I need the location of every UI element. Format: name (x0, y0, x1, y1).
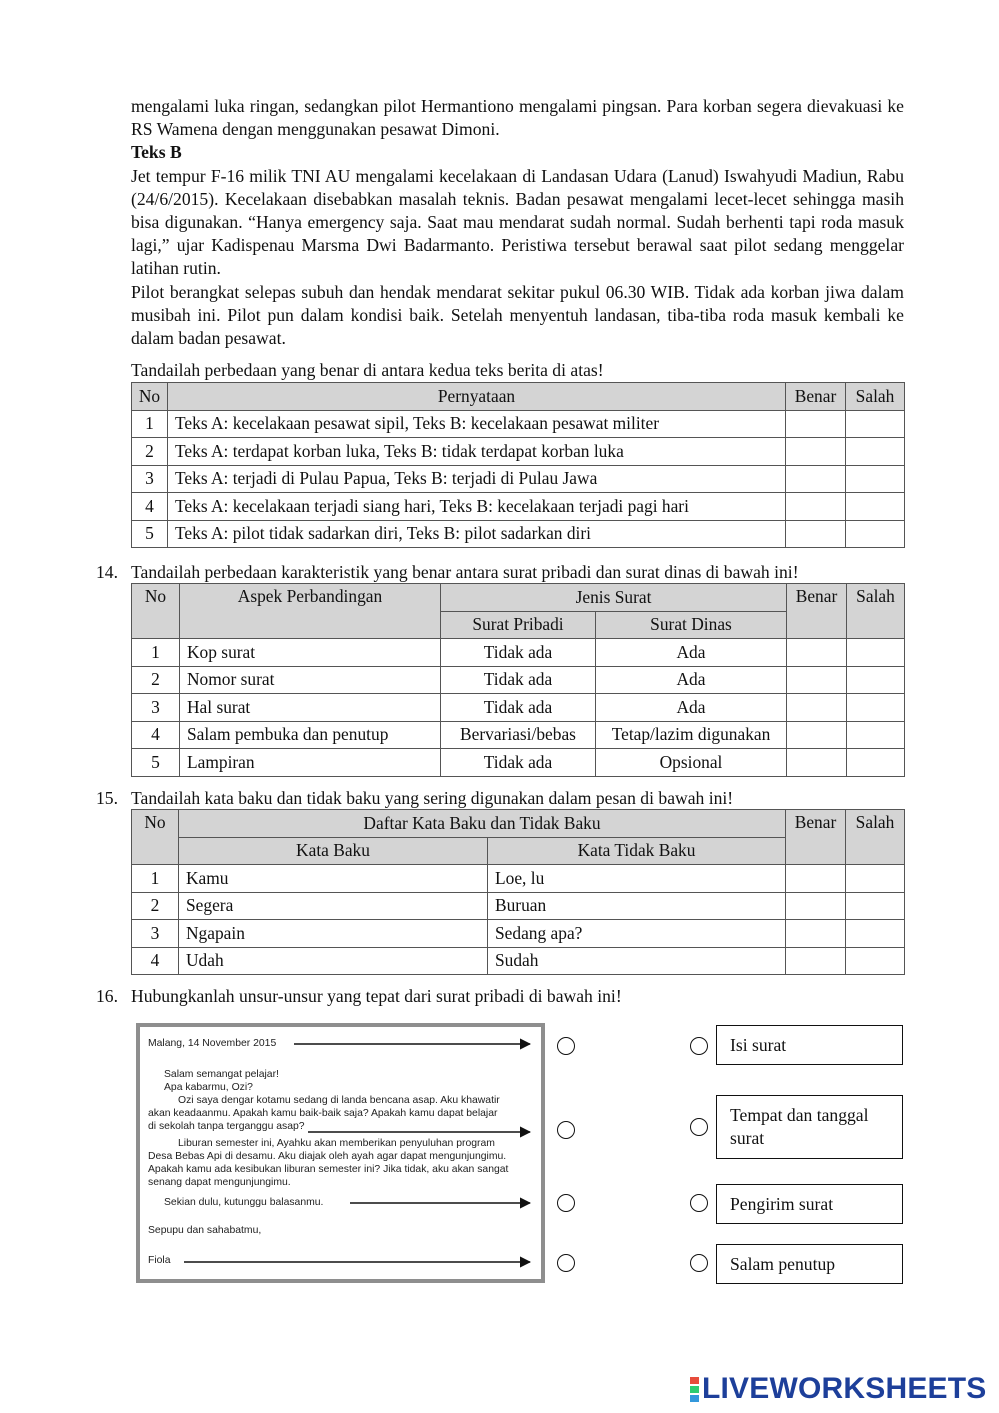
answer-false-cell[interactable] (846, 410, 905, 438)
personal-letter-value: Tidak ada (441, 694, 596, 722)
q13-header-row (132, 383, 905, 411)
letter-greeting: Salam semangat pelajar! (164, 1069, 279, 1080)
letter-signoff: Sepupu dan sahabatmu, (148, 1225, 262, 1236)
letter-line: Ozi saya dengar kotamu sedang di landa bencana asap. Aku khawatir (178, 1095, 500, 1106)
q15-header-standard: Kata Baku (179, 837, 488, 865)
table-row (132, 639, 905, 667)
personal-letter-value: Bervariasi/bebas (441, 721, 596, 749)
option-box: Salam penutup (716, 1244, 903, 1284)
q13-header-true: Benar (786, 383, 846, 411)
row-number: 3 (132, 465, 168, 493)
answer-false-cell[interactable] (846, 865, 905, 893)
q14-header-true: Benar (787, 584, 847, 639)
personal-letter-value: Tidak ada (441, 666, 596, 694)
q14-header-official: Surat Dinas (596, 611, 787, 639)
standard-word: Ngapain (179, 920, 488, 948)
answer-false-cell[interactable] (847, 666, 905, 694)
q13-header-statement: Pernyataan (168, 383, 786, 411)
nonstandard-word: Loe, lu (488, 865, 786, 893)
letter-line: Apa kabarmu, Ozi? (164, 1082, 253, 1093)
answer-true-cell[interactable] (787, 666, 847, 694)
answer-true-cell[interactable] (787, 639, 847, 667)
aspect-text: Salam pembuka dan penutup (180, 721, 441, 749)
answer-false-cell[interactable] (846, 892, 905, 920)
row-number: 2 (132, 892, 179, 920)
q15-table (131, 809, 905, 975)
standard-word: Segera (179, 892, 488, 920)
answer-false-cell[interactable] (847, 721, 905, 749)
answer-true-cell[interactable] (787, 721, 847, 749)
official-letter-value: Tetap/lazim digunakan (596, 721, 787, 749)
letter-line: di sekolah tanpa terganggu asap? (148, 1121, 305, 1132)
personal-letter-value: Tidak ada (441, 749, 596, 777)
q15-header-no: No (132, 810, 179, 865)
q15-text: Tandailah kata baku dan tidak baku yang sering digunakan dalam pesan di bawah ini! (131, 788, 734, 808)
row-number: 1 (132, 865, 179, 893)
row-number: 5 (132, 749, 180, 777)
answer-true-cell[interactable] (786, 947, 846, 975)
letter-closing: Sekian dulu, kutunggu balasanmu. (164, 1197, 324, 1208)
q15-header-row (132, 810, 905, 838)
option-box: Isi surat (716, 1025, 903, 1065)
answer-false-cell[interactable] (846, 520, 905, 548)
aspect-text: Nomor surat (180, 666, 441, 694)
teks-b-paragraph-1: Jet tempur F-16 milik TNI AU mengalami kecelakaan di Landasan Udara (Lanud) Iswahyudi Madiun, Rabu (24/6/2015). Kecelakaan disebabkan masalah teknis. Badan pesawat mengalami lecet-lecet sehingga masih bisa digunakan. “Hanya emergency saja. Saat mau mendarat sudah normal. Sudah berhenti tapi roda masuk lagi,” ujar Kadispenau Marsma Dwi Badarmanto. Peristiwa tersebut berawal saat pilot sedang menggelar latihan rutin. (131, 165, 904, 279)
option-box: Pengirim surat (716, 1184, 903, 1224)
letter-line: Desa Bebas Api di desamu. Aku diajak oleh ayah agar dapat mengunjungimu. (148, 1151, 507, 1162)
liveworksheets-logo (690, 1372, 987, 1406)
row-number: 2 (132, 666, 180, 694)
q15-header-true: Benar (786, 810, 846, 865)
table-row (132, 947, 905, 975)
logo-mark-icon (690, 1377, 699, 1402)
standard-word: Kamu (179, 865, 488, 893)
answer-false-cell[interactable] (846, 465, 905, 493)
q14-table (131, 583, 905, 777)
table-row (132, 438, 905, 466)
row-number: 5 (132, 520, 168, 548)
statement-text: Teks A: terjadi di Pulau Papua, Teks B: terjadi di Pulau Jawa (168, 465, 786, 493)
statement-text: Teks A: pilot tidak sadarkan diri, Teks B: pilot sadarkan diri (168, 520, 786, 548)
q14-header-personal: Surat Pribadi (441, 611, 596, 639)
answer-true-cell[interactable] (786, 892, 846, 920)
answer-true-cell[interactable] (787, 694, 847, 722)
teks-b-heading: Teks B (131, 142, 182, 163)
q15-header-nonstandard: Kata Tidak Baku (488, 837, 786, 865)
personal-letter-image (136, 1023, 545, 1283)
passage (131, 95, 904, 350)
right-match-radio[interactable] (690, 1037, 708, 1055)
personal-letter-value: Tidak ada (441, 639, 596, 667)
q15-header-list: Daftar Kata Baku dan Tidak Baku (179, 810, 786, 838)
right-match-radio[interactable] (690, 1194, 708, 1212)
letter-line: senang dapat mengunjungimu. (148, 1177, 291, 1188)
q14-header-false: Salah (847, 584, 905, 639)
aspect-text: Hal surat (180, 694, 441, 722)
row-number: 3 (132, 920, 179, 948)
answer-false-cell[interactable] (846, 947, 905, 975)
answer-false-cell[interactable] (847, 639, 905, 667)
table-row (132, 493, 905, 521)
table-row (132, 465, 905, 493)
answer-false-cell[interactable] (846, 920, 905, 948)
q15-number: 15. (96, 788, 118, 808)
answer-false-cell[interactable] (846, 493, 905, 521)
answer-true-cell[interactable] (786, 865, 846, 893)
q14-header-type: Jenis Surat (441, 584, 787, 612)
q15-header-false: Salah (846, 810, 905, 865)
statement-text: Teks A: kecelakaan terjadi siang hari, Teks B: kecelakaan terjadi pagi hari (168, 493, 786, 521)
left-match-radio[interactable] (557, 1037, 575, 1055)
row-number: 1 (132, 639, 180, 667)
q14-text: Tandailah perbedaan karakteristik yang benar antara surat pribadi dan surat dinas di bawah ini! (131, 562, 799, 582)
answer-true-cell[interactable] (786, 920, 846, 948)
table-row (132, 520, 905, 548)
q15-instruction (96, 787, 916, 809)
aspect-text: Lampiran (180, 749, 441, 777)
answer-true-cell[interactable] (786, 493, 846, 521)
answer-true-cell[interactable] (786, 520, 846, 548)
row-number: 4 (132, 493, 168, 521)
row-number: 1 (132, 410, 168, 438)
q13-table (131, 382, 905, 548)
statement-text: Teks A: kecelakaan pesawat sipil, Teks B: kecelakaan pesawat militer (168, 410, 786, 438)
answer-true-cell[interactable] (786, 438, 846, 466)
q16-text: Hubungkanlah unsur-unsur yang tepat dari surat pribadi di bawah ini! (131, 986, 622, 1006)
nonstandard-word: Buruan (488, 892, 786, 920)
answer-false-cell[interactable] (847, 694, 905, 722)
nonstandard-word: Sedang apa? (488, 920, 786, 948)
teks-b-paragraph-2: Pilot berangkat selepas subuh dan hendak mendarat sekitar pukul 06.30 WIB. Tidak ada korban jiwa dalam musibah ini. Pilot pun dalam kondisi baik. Setelah menyentuh landasan, tiba-tiba roda masuk kembali ke dalam badan pesawat. (131, 281, 904, 349)
letter-date: Malang, 14 November 2015 (148, 1038, 277, 1049)
table-row (132, 865, 905, 893)
q14-header-row (132, 584, 905, 612)
q16-number: 16. (96, 986, 118, 1006)
left-match-radio[interactable] (557, 1194, 575, 1212)
nonstandard-word: Sudah (488, 947, 786, 975)
table-row (132, 892, 905, 920)
letter-line: Apakah kamu ada kesibukan liburan semester ini? Jika tidak, aku akan sangat (148, 1164, 509, 1175)
q13-header-no: No (132, 383, 168, 411)
row-number: 4 (132, 721, 180, 749)
table-row (132, 749, 905, 777)
official-letter-value: Ada (596, 694, 787, 722)
official-letter-value: Opsional (596, 749, 787, 777)
letter-sender: Fiola (148, 1255, 171, 1266)
letter-line: Liburan semester ini, Ayahku akan memberikan penyuluhan program (178, 1138, 495, 1149)
row-number: 4 (132, 947, 179, 975)
q14-header-no: No (132, 584, 180, 639)
q14-header-aspect: Aspek Perbandingan (180, 584, 441, 639)
q14-number: 14. (96, 562, 118, 582)
answer-true-cell[interactable] (786, 465, 846, 493)
right-match-radio[interactable] (690, 1254, 708, 1272)
q13-header-false: Salah (846, 383, 905, 411)
statement-text: Teks A: terdapat korban luka, Teks B: tidak terdapat korban luka (168, 438, 786, 466)
logo-text: LIVEWORKSHEETS (702, 1372, 987, 1405)
left-match-radio[interactable] (557, 1254, 575, 1272)
table-row (132, 666, 905, 694)
standard-word: Udah (179, 947, 488, 975)
letter-line: akan keadaanmu. Apakah kamu baik-baik saja? Apakah kamu dapat belajar (148, 1108, 498, 1119)
row-number: 3 (132, 694, 180, 722)
left-match-radio[interactable] (557, 1121, 575, 1139)
passage-continuation: mengalami luka ringan, sedangkan pilot Hermantiono mengalami pingsan. Para korban segera dievakuasi ke RS Wamena dengan menggunakan pesawat Dimoni. (131, 96, 904, 140)
answer-false-cell[interactable] (847, 749, 905, 777)
answer-true-cell[interactable] (786, 410, 846, 438)
table-row (132, 410, 905, 438)
table-row (132, 721, 905, 749)
official-letter-value: Ada (596, 666, 787, 694)
aspect-text: Kop surat (180, 639, 441, 667)
row-number: 2 (132, 438, 168, 466)
q13-instruction: Tandailah perbedaan yang benar di antara kedua teks berita di atas! (131, 360, 604, 380)
right-match-radio[interactable] (690, 1118, 708, 1136)
answer-false-cell[interactable] (846, 438, 905, 466)
official-letter-value: Ada (596, 639, 787, 667)
q16-instruction (96, 985, 916, 1007)
q14-instruction (96, 561, 916, 583)
table-row (132, 920, 905, 948)
option-box: Tempat dan tanggal surat (716, 1095, 903, 1159)
answer-true-cell[interactable] (787, 749, 847, 777)
table-row (132, 694, 905, 722)
